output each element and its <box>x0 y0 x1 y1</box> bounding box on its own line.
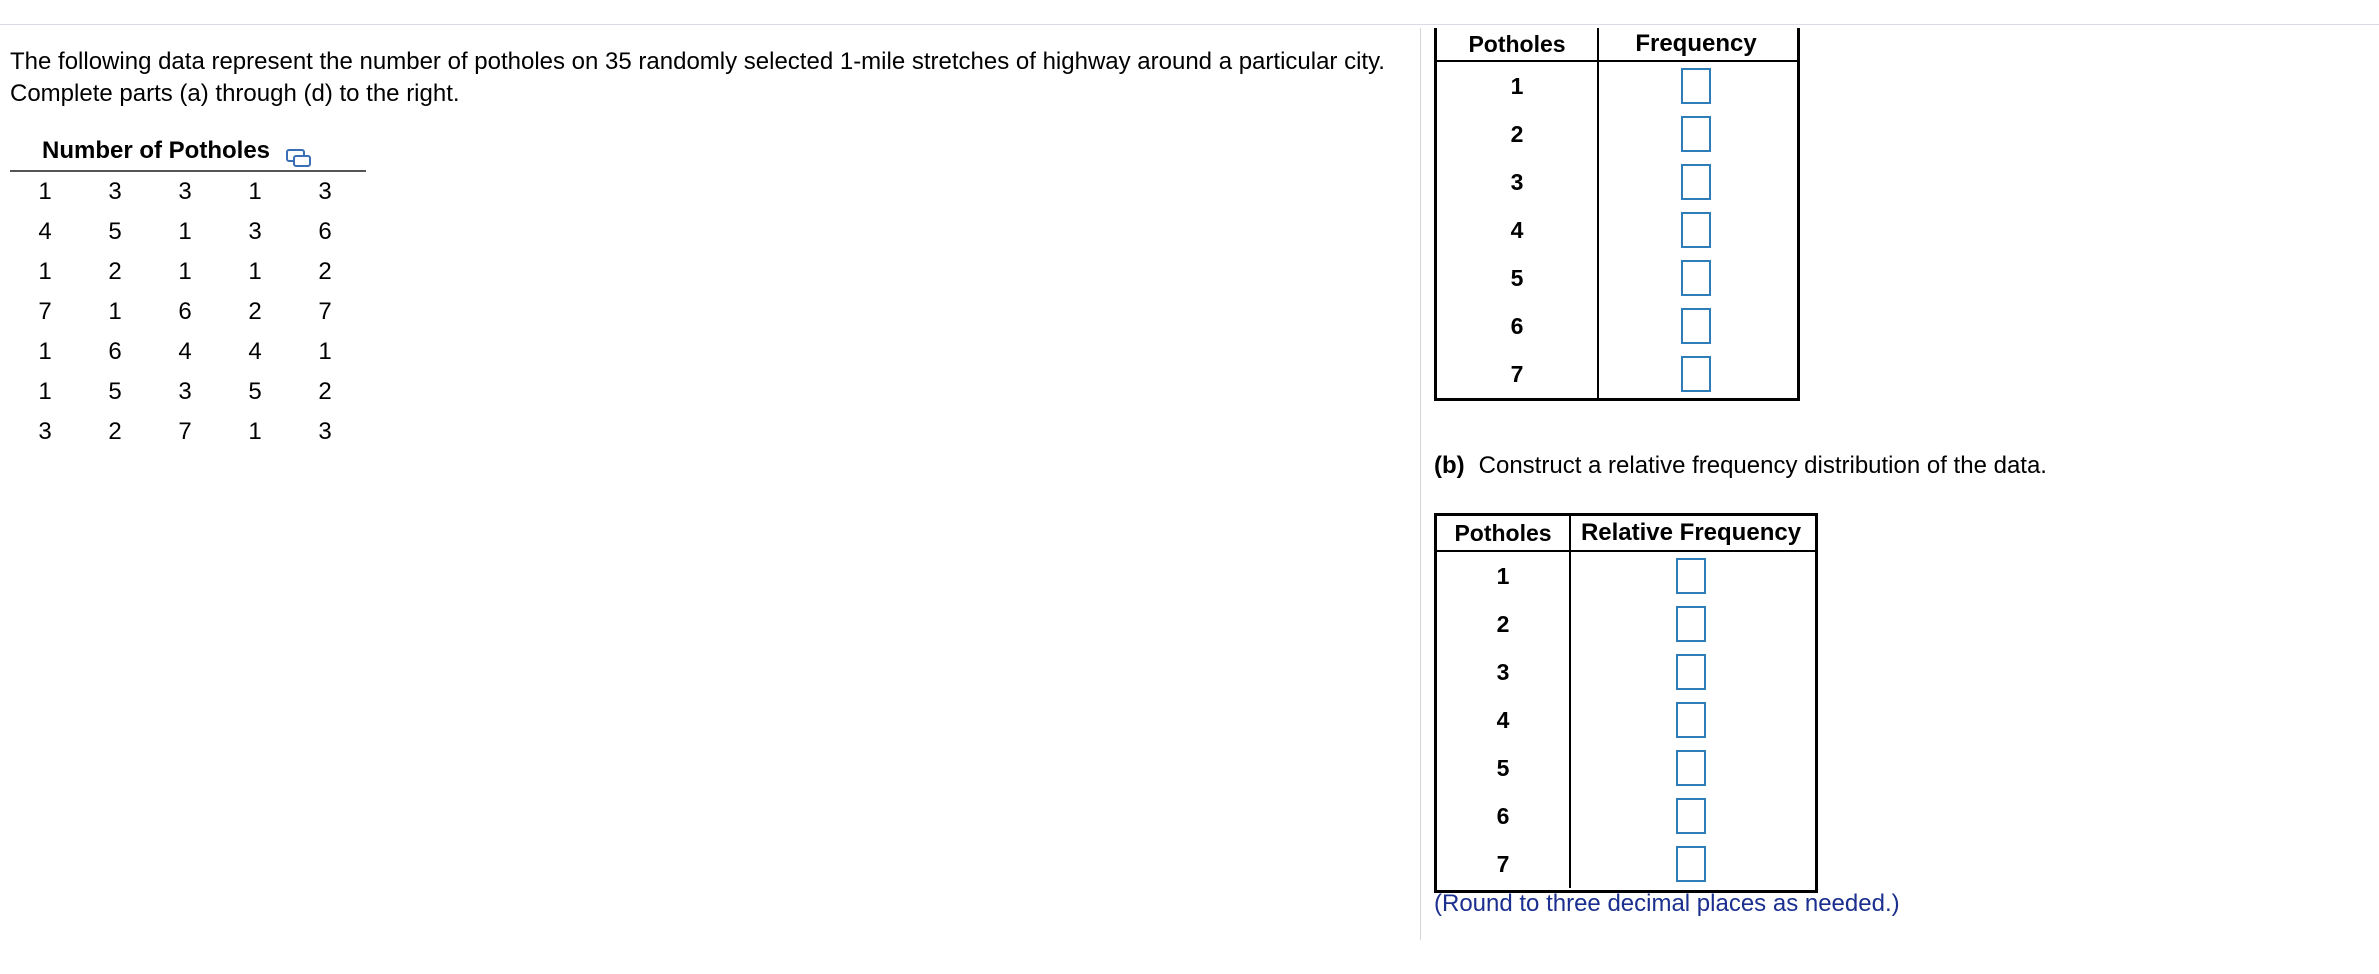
relative-col-relative-frequency: Relative Frequency <box>1580 519 1802 546</box>
frequency-row <box>1437 158 1797 206</box>
data-table <box>10 134 366 452</box>
data-cell: 2 <box>248 298 262 325</box>
frequency-potholes-value: 1 <box>1437 62 1599 110</box>
data-cell: 6 <box>318 218 332 245</box>
data-table-body <box>10 172 366 452</box>
relative-frequency-row <box>1437 840 1815 888</box>
data-cell: 3 <box>178 178 192 205</box>
data-cell: 1 <box>178 258 192 285</box>
data-cell: 1 <box>108 298 122 325</box>
relative-frequency-answer-cell <box>1571 600 1811 648</box>
data-cell: 1 <box>38 378 52 405</box>
frequency-row <box>1437 206 1797 254</box>
data-row <box>10 412 366 452</box>
frequency-row <box>1437 302 1797 350</box>
data-cell: 4 <box>178 338 192 365</box>
relative-frequency-answer-cell <box>1571 744 1811 792</box>
relative-frequency-potholes-value: 4 <box>1437 696 1571 744</box>
data-cell: 1 <box>178 218 192 245</box>
relative-frequency-answer-input[interactable] <box>1676 606 1706 642</box>
data-cell: 3 <box>108 178 122 205</box>
frequency-potholes-value: 4 <box>1437 206 1599 254</box>
relative-frequency-row <box>1437 552 1815 600</box>
frequency-answer-cell <box>1599 206 1793 254</box>
relative-frequency-potholes-value: 5 <box>1437 744 1571 792</box>
data-cell: 3 <box>318 418 332 445</box>
relative-frequency-answer-cell <box>1571 840 1811 888</box>
relative-frequency-row <box>1437 744 1815 792</box>
data-row <box>10 332 366 372</box>
relative-frequency-answer-input[interactable] <box>1676 558 1706 594</box>
frequency-table <box>1434 28 1800 401</box>
data-cell: 1 <box>38 338 52 365</box>
frequency-row <box>1437 62 1797 110</box>
frequency-answer-cell <box>1599 110 1793 158</box>
relative-frequency-row <box>1437 600 1815 648</box>
frequency-answer-cell <box>1599 158 1793 206</box>
relative-frequency-row <box>1437 648 1815 696</box>
relative-frequency-potholes-value: 3 <box>1437 648 1571 696</box>
data-table-title <box>10 134 366 168</box>
data-row <box>10 252 366 292</box>
data-cell: 1 <box>248 178 262 205</box>
data-cell: 5 <box>108 378 122 405</box>
relative-frequency-answer-cell <box>1571 648 1811 696</box>
data-cell: 1 <box>248 258 262 285</box>
data-table-title-text: Number of Potholes <box>42 137 271 164</box>
rounding-hint: (Round to three decimal places as needed.) <box>1434 890 1900 917</box>
frequency-answer-input[interactable] <box>1681 356 1711 392</box>
data-cell: 1 <box>38 178 52 205</box>
data-cell: 1 <box>318 338 332 365</box>
data-cell: 7 <box>318 298 332 325</box>
frequency-answer-cell <box>1599 62 1793 110</box>
relative-frequency-answer-input[interactable] <box>1676 750 1706 786</box>
frequency-col-potholes: Potholes <box>1437 28 1599 60</box>
data-cell: 3 <box>178 378 192 405</box>
data-row <box>10 172 366 212</box>
popout-icon[interactable] <box>286 144 312 164</box>
part-b-text: Construct a relative frequency distribution of the data. <box>1478 452 2047 479</box>
relative-frequency-answer-input[interactable] <box>1676 654 1706 690</box>
frequency-answer-cell <box>1599 302 1793 350</box>
frequency-row <box>1437 254 1797 302</box>
relative-frequency-potholes-value: 7 <box>1437 840 1571 888</box>
relative-frequency-table-header <box>1437 516 1815 552</box>
relative-frequency-row <box>1437 696 1815 744</box>
frequency-answer-input[interactable] <box>1681 308 1711 344</box>
data-cell: 1 <box>248 418 262 445</box>
relative-frequency-answer-cell <box>1571 696 1811 744</box>
relative-frequency-answer-cell <box>1571 792 1811 840</box>
part-b-label: (b) <box>1434 452 1465 479</box>
frequency-col-frequency: Frequency <box>1635 30 1757 57</box>
frequency-potholes-value: 2 <box>1437 110 1599 158</box>
relative-frequency-potholes-value: 2 <box>1437 600 1571 648</box>
data-row <box>10 372 366 412</box>
relative-frequency-potholes-value: 1 <box>1437 552 1571 600</box>
data-cell: 3 <box>38 418 52 445</box>
relative-frequency-answer-input[interactable] <box>1676 702 1706 738</box>
data-row <box>10 212 366 252</box>
data-cell: 5 <box>108 218 122 245</box>
frequency-potholes-value: 7 <box>1437 350 1599 398</box>
frequency-answer-input[interactable] <box>1681 260 1711 296</box>
frequency-answer-input[interactable] <box>1681 164 1711 200</box>
frequency-potholes-value: 5 <box>1437 254 1599 302</box>
data-cell: 1 <box>38 258 52 285</box>
data-cell: 2 <box>108 418 122 445</box>
data-cell: 4 <box>38 218 52 245</box>
frequency-potholes-value: 6 <box>1437 302 1599 350</box>
relative-frequency-table <box>1434 513 1818 893</box>
frequency-answer-input[interactable] <box>1681 116 1711 152</box>
data-row <box>10 292 366 332</box>
relative-frequency-row <box>1437 792 1815 840</box>
relative-frequency-answer-cell <box>1571 552 1811 600</box>
frequency-table-header <box>1437 28 1797 62</box>
relative-frequency-answer-input[interactable] <box>1676 846 1706 882</box>
frequency-answer-input[interactable] <box>1681 68 1711 104</box>
data-cell: 3 <box>248 218 262 245</box>
data-cell: 2 <box>108 258 122 285</box>
data-cell: 6 <box>108 338 122 365</box>
question-intro: The following data represent the number of potholes on 35 randomly selected 1-mile stretches of highway around a particular city. Complete parts (a) through (d) to the right. <box>10 48 1385 107</box>
pane-divider <box>1420 28 1421 940</box>
relative-frequency-answer-input[interactable] <box>1676 798 1706 834</box>
frequency-answer-cell <box>1599 350 1793 398</box>
frequency-row <box>1437 350 1797 398</box>
data-cell: 2 <box>318 258 332 285</box>
top-rule <box>0 24 2379 25</box>
frequency-answer-cell <box>1599 254 1793 302</box>
frequency-answer-input[interactable] <box>1681 212 1711 248</box>
relative-col-potholes: Potholes <box>1437 516 1571 550</box>
frequency-potholes-value: 3 <box>1437 158 1599 206</box>
part-b-prompt <box>1434 452 2047 480</box>
data-cell: 6 <box>178 298 192 325</box>
frequency-row <box>1437 110 1797 158</box>
data-cell: 2 <box>318 378 332 405</box>
data-cell: 7 <box>178 418 192 445</box>
data-cell: 7 <box>38 298 52 325</box>
relative-frequency-potholes-value: 6 <box>1437 792 1571 840</box>
data-cell: 4 <box>248 338 262 365</box>
data-cell: 5 <box>248 378 262 405</box>
data-cell: 3 <box>318 178 332 205</box>
